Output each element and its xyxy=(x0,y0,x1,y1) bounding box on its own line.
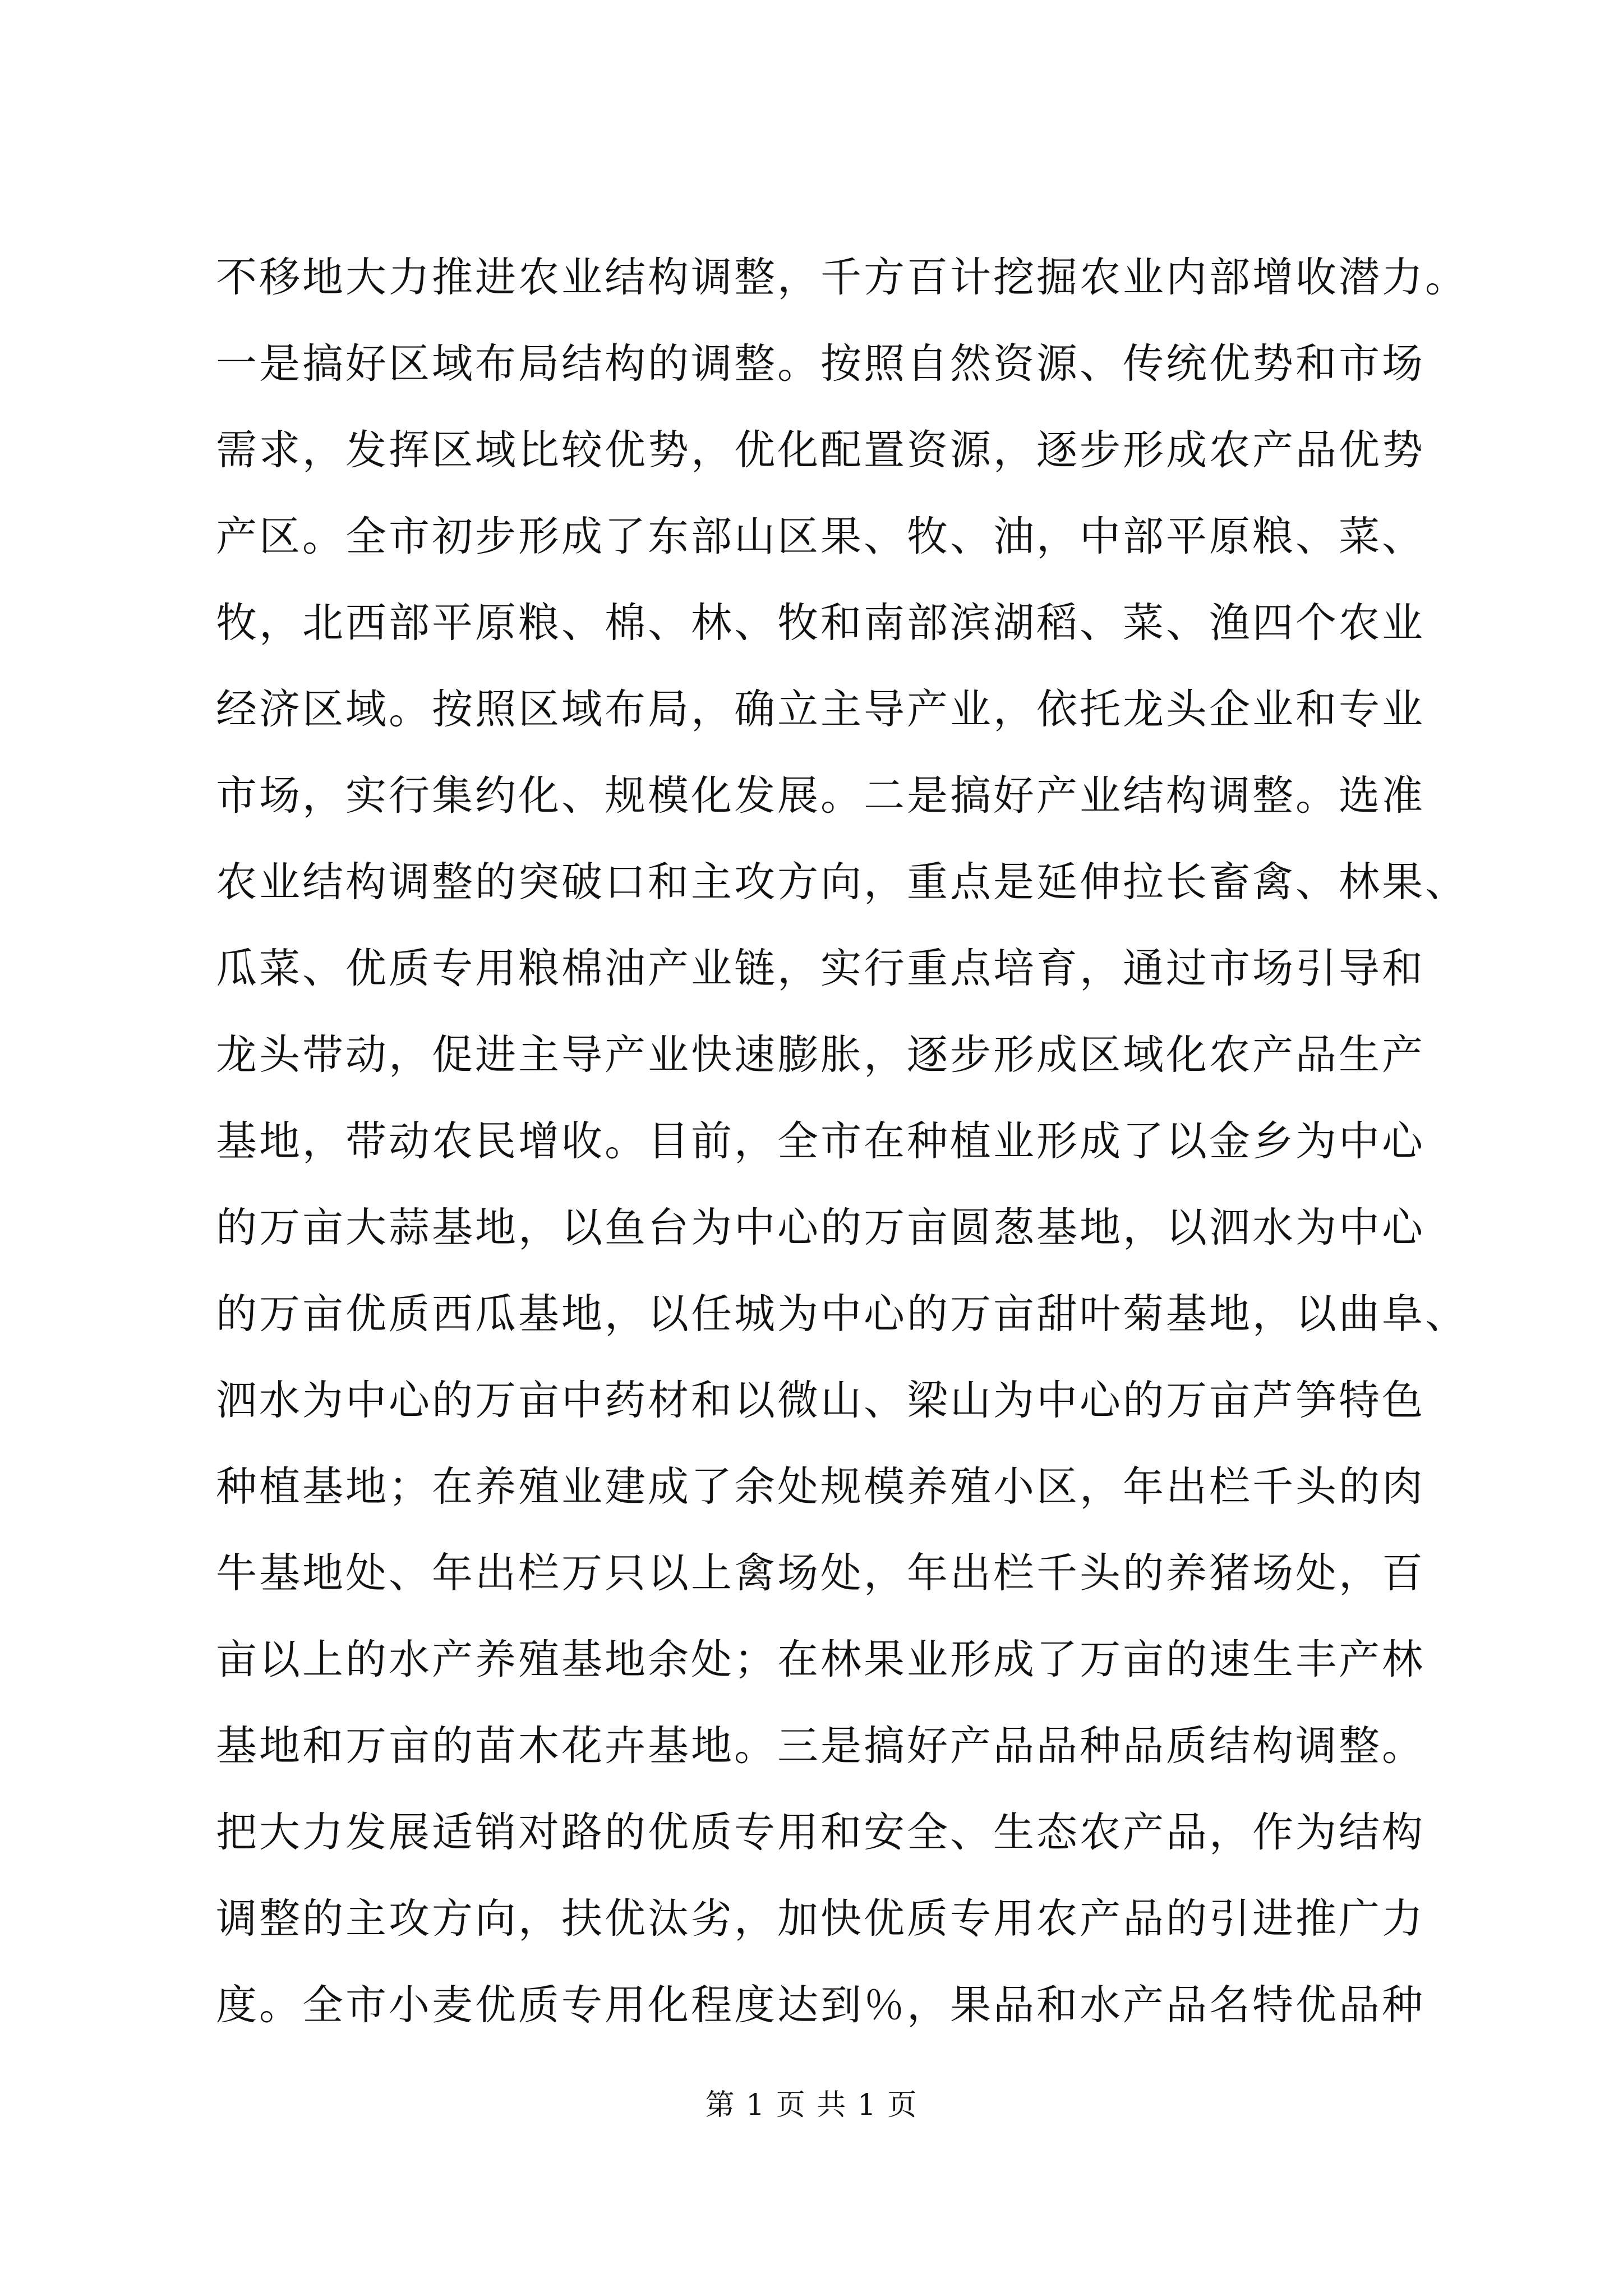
text-line: 度。全市小麦优质专用化程度达到％，果品和水产品名特优品种 xyxy=(216,1981,1425,2029)
text-line: 农业结构调整的突破口和主攻方向，重点是延伸拉长畜禽、林果、 xyxy=(216,858,1468,906)
text-line: 的万亩优质西瓜基地，以任城为中心的万亩甜叶菊基地，以曲阜、 xyxy=(216,1290,1468,1338)
text-line: 亩以上的水产养殖基地余处；在林果业形成了万亩的速生丰产林 xyxy=(216,1636,1425,1683)
text-line: 基地，带动农民增收。目前，全市在种植业形成了以金乡为中心 xyxy=(216,1117,1425,1165)
text-line: 不移地大力推进农业结构调整，千方百计挖掘农业内部增收潜力。 xyxy=(216,254,1468,301)
text-line: 瓜菜、优质专用粮棉油产业链，实行重点培育，通过市场引导和 xyxy=(216,945,1425,992)
text-line: 龙头带动，促进主导产业快速膨胀，逐步形成区域化农产品生产 xyxy=(216,1031,1425,1079)
text-line: 的万亩大蒜基地，以鱼台为中心的万亩圆葱基地，以泗水为中心 xyxy=(216,1204,1425,1251)
text-line: 牧，北西部平原粮、棉、林、牧和南部滨湖稻、菜、渔四个农业 xyxy=(216,599,1425,647)
text-line: 一是搞好区域布局结构的调整。按照自然资源、传统优势和市场 xyxy=(216,340,1425,388)
text-line: 种植基地；在养殖业建成了余处规模养殖小区，年出栏千头的肉 xyxy=(216,1463,1425,1511)
text-line: 调整的主攻方向，扶优汰劣，加快优质专用农产品的引进推广力 xyxy=(216,1895,1425,1943)
text-line: 基地和万亩的苗木花卉基地。三是搞好产品品种品质结构调整。 xyxy=(216,1722,1425,1770)
text-line: 牛基地处、年出栏万只以上禽场处，年出栏千头的养猪场处，百 xyxy=(216,1549,1425,1597)
text-line: 把大力发展适销对路的优质专用和安全、生态农产品，作为结构 xyxy=(216,1809,1425,1856)
text-line: 泗水为中心的万亩中药材和以微山、梁山为中心的万亩芦笋特色 xyxy=(216,1377,1425,1424)
body-paragraph xyxy=(216,234,1468,2049)
text-line: 需求，发挥区域比较优势，优化配置资源，逐步形成农产品优势 xyxy=(216,426,1425,474)
text-line: 经济区域。按照区域布局，确立主导产业，依托龙头企业和专业 xyxy=(216,685,1425,733)
text-line: 产区。全市初步形成了东部山区果、牧、油，中部平原粮、菜、 xyxy=(216,513,1425,560)
page-number-label: 第 1 页 共 1 页 xyxy=(705,2088,918,2122)
text-line: 市场，实行集约化、规模化发展。二是搞好产业结构调整。选准 xyxy=(216,772,1425,820)
page-footer xyxy=(0,2086,1623,2125)
